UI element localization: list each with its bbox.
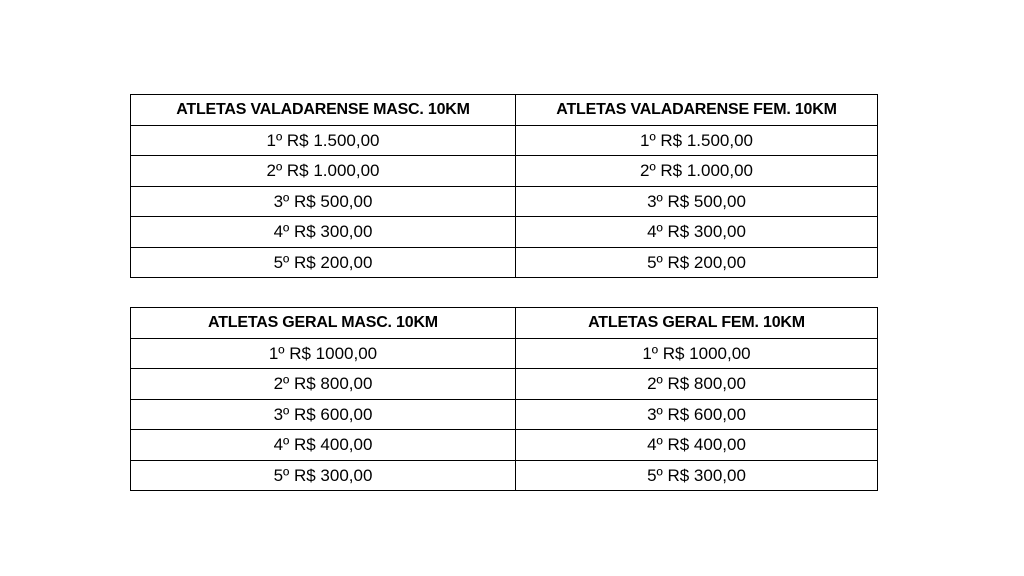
prize-cell-masc: 2º R$ 1.000,00 (131, 156, 516, 187)
prize-cell-masc: 1º R$ 1000,00 (131, 338, 516, 369)
prize-cell-masc: 1º R$ 1.500,00 (131, 125, 516, 156)
column-header-fem: ATLETAS GERAL FEM. 10KM (516, 308, 878, 339)
geral-prize-table (130, 307, 878, 491)
column-header-fem: ATLETAS VALADARENSE FEM. 10KM (516, 95, 878, 126)
prize-cell-fem: 3º R$ 600,00 (516, 399, 878, 430)
prize-cell-masc: 5º R$ 200,00 (131, 247, 516, 278)
valadarense-prize-table (130, 94, 878, 278)
prize-cell-fem: 3º R$ 500,00 (516, 186, 878, 217)
table-header-row (131, 95, 878, 126)
table-row (131, 247, 878, 278)
table-row (131, 369, 878, 400)
table-row (131, 430, 878, 461)
table-row (131, 186, 878, 217)
prize-cell-masc: 2º R$ 800,00 (131, 369, 516, 400)
table-row (131, 460, 878, 491)
prize-cell-masc: 4º R$ 400,00 (131, 430, 516, 461)
table-row (131, 217, 878, 248)
table-row (131, 338, 878, 369)
prize-cell-masc: 5º R$ 300,00 (131, 460, 516, 491)
table-header-row (131, 308, 878, 339)
prize-cell-masc: 3º R$ 500,00 (131, 186, 516, 217)
prize-cell-fem: 4º R$ 400,00 (516, 430, 878, 461)
table-row (131, 125, 878, 156)
prize-cell-fem: 5º R$ 200,00 (516, 247, 878, 278)
prize-cell-masc: 3º R$ 600,00 (131, 399, 516, 430)
prize-cell-fem: 4º R$ 300,00 (516, 217, 878, 248)
prize-cell-fem: 1º R$ 1000,00 (516, 338, 878, 369)
prize-cell-fem: 1º R$ 1.500,00 (516, 125, 878, 156)
table-row (131, 156, 878, 187)
table-row (131, 399, 878, 430)
prize-cell-fem: 2º R$ 800,00 (516, 369, 878, 400)
prize-cell-fem: 5º R$ 300,00 (516, 460, 878, 491)
prize-cell-masc: 4º R$ 300,00 (131, 217, 516, 248)
column-header-masc: ATLETAS GERAL MASC. 10KM (131, 308, 516, 339)
prize-cell-fem: 2º R$ 1.000,00 (516, 156, 878, 187)
column-header-masc: ATLETAS VALADARENSE MASC. 10KM (131, 95, 516, 126)
